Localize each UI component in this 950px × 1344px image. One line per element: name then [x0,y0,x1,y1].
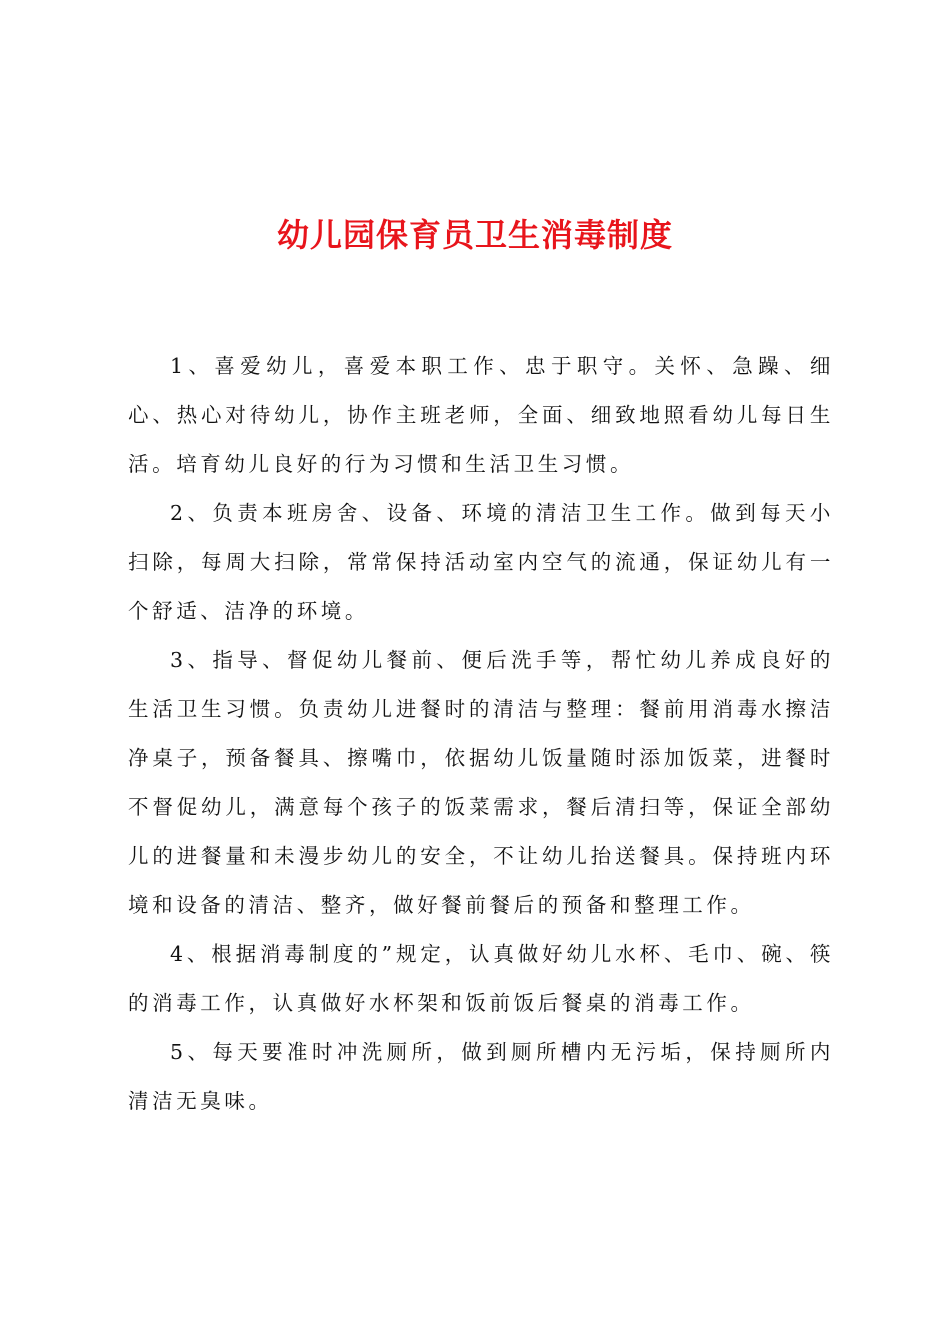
paragraph-3: 3、指导、督促幼儿餐前、便后洗手等，帮忙幼儿养成良好的生活卫生习惯。负责幼儿进餐时的清洁与整理：餐前用消毒水擦洁净桌子，预备餐具、擦嘴巾，依据幼儿饭量随时添加饭菜，进餐时不督促幼儿，满意每个孩子的饭菜需求，餐后清扫等，保证全部幼儿的进餐量和未漫步幼儿的安全，不让幼儿抬送餐具。保持班内环境和设备的清洁、整齐，做好餐前餐后的预备和整理工作。 [128,648,834,917]
document-body [128,342,834,1126]
paragraph-2: 2、负责本班房舍、设备、环境的清洁卫生工作。做到每天小扫除，每周大扫除，常常保持活动室内空气的流通，保证幼儿有一个舒适、洁净的环境。 [128,501,834,623]
document-title: 幼儿园保育员卫生消毒制度 [276,216,673,254]
paragraph-5: 5、每天要准时冲洗厕所，做到厕所槽内无污垢，保持厕所内清洁无臭味。 [128,1040,834,1113]
paragraph-1: 1、喜爱幼儿，喜爱本职工作、忠于职守。关怀、急躁、细心、热心对待幼儿，协作主班老师，全面、细致地照看幼儿每日生活。培育幼儿良好的行为习惯和生活卫生习惯。 [128,354,834,476]
paragraph-4: 4、根据消毒制度的”规定，认真做好幼儿水杯、毛巾、碗、筷的消毒工作，认真做好水杯架和饭前饭后餐桌的消毒工作。 [128,942,834,1015]
